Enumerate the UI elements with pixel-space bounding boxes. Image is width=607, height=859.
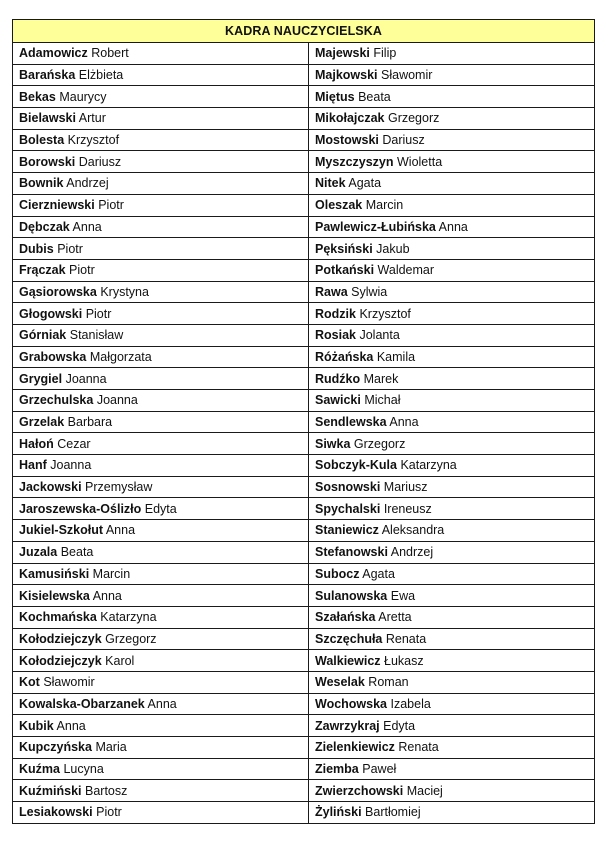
- name-cell-right: [309, 455, 595, 477]
- table-row: [13, 802, 595, 824]
- first-name: Przemysław: [85, 480, 153, 495]
- surname: Ziemba: [315, 762, 359, 777]
- table-row: [13, 737, 595, 759]
- name-cell-right: [309, 151, 595, 173]
- first-name: Ireneusz: [383, 501, 432, 516]
- name-cell-right: [309, 541, 595, 563]
- name-cell-right: [309, 433, 595, 455]
- name-cell-left: [13, 151, 309, 173]
- name-cell-right: [309, 671, 595, 693]
- surname: Siwka: [315, 436, 351, 451]
- header-row: [13, 20, 595, 43]
- first-name: Beata: [60, 545, 94, 560]
- name-cell-right: [309, 390, 595, 412]
- surname: Bolesta: [19, 133, 65, 148]
- first-name: Piotr: [69, 263, 95, 278]
- first-name: Artur: [78, 111, 106, 126]
- name-cell-left: [13, 520, 309, 542]
- table-row: [13, 86, 595, 108]
- name-cell-right: [309, 758, 595, 780]
- surname: Potkański: [315, 263, 375, 278]
- table-row: [13, 108, 595, 130]
- first-name: Lucyna: [63, 762, 104, 777]
- table-row: [13, 346, 595, 368]
- first-name: Anna: [438, 219, 468, 234]
- first-name: Edyta: [383, 718, 416, 733]
- first-name: Beata: [358, 89, 391, 104]
- name-cell-right: [309, 563, 595, 585]
- surname: Jaroszewska-Oślizło: [19, 501, 142, 516]
- name-cell-right: [309, 737, 595, 759]
- first-name: Barbara: [67, 415, 113, 430]
- surname: Kot: [19, 675, 40, 690]
- first-name: Krzysztof: [67, 133, 120, 148]
- surname: Dubis: [19, 241, 54, 256]
- name-cell-right: [309, 346, 595, 368]
- name-cell-left: [13, 455, 309, 477]
- table-row: [13, 194, 595, 216]
- surname: Weselak: [315, 675, 365, 690]
- table-row: [13, 541, 595, 563]
- first-name: Jolanta: [359, 328, 400, 343]
- first-name: Bartosz: [85, 783, 128, 798]
- first-name: Piotr: [57, 241, 83, 256]
- name-cell-right: [309, 86, 595, 108]
- name-cell-right: [309, 650, 595, 672]
- name-cell-left: [13, 346, 309, 368]
- name-cell-right: [309, 476, 595, 498]
- surname: Kuźma: [19, 762, 60, 777]
- first-name: Jakub: [376, 241, 410, 256]
- name-cell-right: [309, 520, 595, 542]
- surname: Rosiak: [315, 328, 356, 343]
- first-name: Grzegorz: [387, 111, 440, 126]
- table-row: [13, 259, 595, 281]
- surname: Sulanowska: [315, 588, 388, 603]
- first-name: Sławomir: [381, 68, 433, 83]
- first-name: Marcin: [92, 566, 131, 581]
- surname: Rodzik: [315, 306, 356, 321]
- surname: Rudźko: [315, 371, 361, 386]
- first-name: Waldemar: [377, 263, 435, 278]
- first-name: Katarzyna: [100, 610, 157, 625]
- table-row: [13, 433, 595, 455]
- first-name: Piotr: [96, 805, 122, 820]
- first-name: Stanisław: [69, 328, 124, 343]
- name-cell-right: [309, 498, 595, 520]
- surname: Juzala: [19, 545, 58, 560]
- surname: Stefanowski: [315, 545, 388, 560]
- table-row: [13, 151, 595, 173]
- surname: Kuźmiński: [19, 783, 82, 798]
- surname: Żyliński: [315, 805, 362, 820]
- name-cell-right: [309, 173, 595, 195]
- surname: Cierzniewski: [19, 198, 95, 213]
- table-row: [13, 281, 595, 303]
- first-name: Dariusz: [382, 133, 425, 148]
- surname: Kołodziejczyk: [19, 631, 102, 646]
- surname: Wochowska: [315, 696, 388, 711]
- table-row: [13, 303, 595, 325]
- table-row: [13, 606, 595, 628]
- surname: Mostowski: [315, 133, 379, 148]
- first-name: Maurycy: [59, 89, 107, 104]
- surname: Lesiakowski: [19, 805, 93, 820]
- name-cell-left: [13, 498, 309, 520]
- name-cell-left: [13, 476, 309, 498]
- name-cell-left: [13, 628, 309, 650]
- surname: Sendlewska: [315, 415, 387, 430]
- first-name: Katarzyna: [400, 458, 457, 473]
- first-name: Anna: [56, 718, 86, 733]
- table-row: [13, 758, 595, 780]
- table-row: [13, 715, 595, 737]
- first-name: Robert: [91, 46, 129, 61]
- table-row: [13, 563, 595, 585]
- surname: Sosnowski: [315, 480, 381, 495]
- surname: Głogowski: [19, 306, 83, 321]
- surname: Majewski: [315, 46, 370, 61]
- name-cell-left: [13, 43, 309, 65]
- name-cell-left: [13, 585, 309, 607]
- first-name: Renata: [385, 631, 427, 646]
- surname: Kamusiński: [19, 566, 90, 581]
- surname: Gąsiorowska: [19, 284, 97, 299]
- surname: Bielawski: [19, 111, 76, 126]
- first-name: Joanna: [65, 371, 107, 386]
- first-name: Roman: [368, 675, 409, 690]
- first-name: Wioletta: [397, 154, 443, 169]
- first-name: Mariusz: [383, 480, 428, 495]
- name-cell-right: [309, 628, 595, 650]
- name-cell-left: [13, 259, 309, 281]
- first-name: Łukasz: [384, 653, 424, 668]
- first-name: Anna: [147, 696, 177, 711]
- table-row: [13, 585, 595, 607]
- name-cell-left: [13, 216, 309, 238]
- table-row: [13, 520, 595, 542]
- first-name: Michał: [364, 393, 401, 408]
- first-name: Renata: [398, 740, 439, 755]
- name-cell-right: [309, 585, 595, 607]
- table-body: [13, 43, 595, 824]
- surname: Frączak: [19, 263, 66, 278]
- table-row: [13, 693, 595, 715]
- first-name: Maciej: [406, 783, 443, 798]
- surname: Walkiewicz: [315, 653, 381, 668]
- first-name: Anna: [72, 219, 102, 234]
- name-cell-right: [309, 780, 595, 802]
- first-name: Andrzej: [66, 176, 109, 191]
- surname: Kochmańska: [19, 610, 97, 625]
- first-name: Paweł: [362, 762, 397, 777]
- name-cell-right: [309, 259, 595, 281]
- surname: Barańska: [19, 68, 76, 83]
- name-cell-left: [13, 780, 309, 802]
- first-name: Grzegorz: [105, 631, 157, 646]
- name-cell-right: [309, 43, 595, 65]
- first-name: Anna: [105, 523, 136, 538]
- surname: Zwierzchowski: [315, 783, 404, 798]
- surname: Grzechulska: [19, 393, 94, 408]
- surname: Sobczyk-Kula: [315, 458, 397, 473]
- surname: Pęksiński: [315, 241, 373, 256]
- name-cell-left: [13, 108, 309, 130]
- first-name: Izabela: [390, 696, 431, 711]
- name-cell-left: [13, 129, 309, 151]
- surname: Bekas: [19, 89, 56, 104]
- surname: Grzelak: [19, 415, 65, 430]
- surname: Kubik: [19, 718, 54, 733]
- surname: Nitek: [315, 176, 346, 191]
- table-row: [13, 455, 595, 477]
- first-name: Elżbieta: [78, 68, 124, 83]
- surname: Oleszak: [315, 198, 363, 213]
- name-cell-right: [309, 108, 595, 130]
- first-name: Anna: [92, 588, 122, 603]
- first-name: Agata: [362, 566, 395, 581]
- table-row: [13, 498, 595, 520]
- name-cell-right: [309, 281, 595, 303]
- first-name: Maria: [95, 740, 127, 755]
- surname: Różańska: [315, 349, 374, 364]
- table-row: [13, 238, 595, 260]
- first-name: Karol: [105, 653, 135, 668]
- name-cell-left: [13, 238, 309, 260]
- surname: Kisielewska: [19, 588, 90, 603]
- name-cell-left: [13, 86, 309, 108]
- surname: Bownik: [19, 176, 64, 191]
- surname: Górniak: [19, 328, 67, 343]
- first-name: Cezar: [57, 436, 91, 451]
- name-cell-right: [309, 216, 595, 238]
- surname: Rawa: [315, 284, 348, 299]
- first-name: Aleksandra: [381, 523, 445, 538]
- surname: Majkowski: [315, 68, 378, 83]
- surname: Myszczyszyn: [315, 154, 394, 169]
- name-cell-left: [13, 758, 309, 780]
- surname: Grygiel: [19, 371, 63, 386]
- name-cell-left: [13, 693, 309, 715]
- surname: Borowski: [19, 154, 76, 169]
- table-row: [13, 216, 595, 238]
- table-row: [13, 476, 595, 498]
- surname: Adamowicz: [19, 46, 88, 61]
- first-name: Ewa: [390, 588, 416, 603]
- name-cell-right: [309, 238, 595, 260]
- first-name: Edyta: [144, 501, 177, 516]
- name-cell-left: [13, 563, 309, 585]
- table-row: [13, 390, 595, 412]
- table-row: [13, 368, 595, 390]
- name-cell-left: [13, 194, 309, 216]
- surname: Spychalski: [315, 501, 381, 516]
- name-cell-right: [309, 64, 595, 86]
- name-cell-left: [13, 173, 309, 195]
- surname: Jukiel-Szkołut: [19, 523, 104, 538]
- first-name: Bartłomiej: [365, 805, 421, 820]
- surname: Hałoń: [19, 436, 54, 451]
- table-row: [13, 129, 595, 151]
- first-name: Andrzej: [390, 545, 434, 560]
- first-name: Agata: [348, 176, 382, 191]
- first-name: Joanna: [50, 458, 92, 473]
- name-cell-left: [13, 390, 309, 412]
- name-cell-left: [13, 650, 309, 672]
- first-name: Marcin: [365, 198, 404, 213]
- first-name: Kamila: [376, 349, 416, 364]
- name-cell-left: [13, 671, 309, 693]
- surname: Zawrzykraj: [315, 718, 380, 733]
- first-name: Filip: [373, 46, 397, 61]
- surname: Sawicki: [315, 393, 361, 408]
- surname: Miętus: [315, 89, 355, 104]
- first-name: Joanna: [96, 393, 138, 408]
- name-cell-left: [13, 411, 309, 433]
- name-cell-left: [13, 715, 309, 737]
- surname: Staniewicz: [315, 523, 379, 538]
- first-name: Dariusz: [78, 154, 122, 169]
- name-cell-left: [13, 433, 309, 455]
- name-cell-right: [309, 303, 595, 325]
- surname: Kołodziejczyk: [19, 653, 102, 668]
- surname: Pawlewicz-Łubińska: [315, 219, 436, 234]
- name-cell-right: [309, 411, 595, 433]
- name-cell-left: [13, 281, 309, 303]
- first-name: Sławomir: [43, 675, 95, 690]
- surname: Hanf: [19, 458, 47, 473]
- first-name: Marek: [363, 371, 399, 386]
- surname: Kupczyńska: [19, 740, 92, 755]
- surname: Kowalska-Obarzanek: [19, 696, 145, 711]
- surname: Jackowski: [19, 480, 82, 495]
- first-name: Krystyna: [100, 284, 149, 299]
- name-cell-right: [309, 606, 595, 628]
- surname: Dębczak: [19, 219, 70, 234]
- table-row: [13, 411, 595, 433]
- name-cell-left: [13, 606, 309, 628]
- first-name: Grzegorz: [353, 436, 406, 451]
- name-cell-left: [13, 737, 309, 759]
- table-row: [13, 324, 595, 346]
- name-cell-left: [13, 303, 309, 325]
- surname: Subocz: [315, 566, 360, 581]
- first-name: Krzysztof: [359, 306, 411, 321]
- name-cell-left: [13, 802, 309, 824]
- name-cell-right: [309, 693, 595, 715]
- table-row: [13, 780, 595, 802]
- surname: Szczęchuła: [315, 631, 383, 646]
- table-row: [13, 173, 595, 195]
- name-cell-right: [309, 129, 595, 151]
- surname: Grabowska: [19, 349, 87, 364]
- table-row: [13, 671, 595, 693]
- name-cell-left: [13, 324, 309, 346]
- table-row: [13, 628, 595, 650]
- table-row: [13, 650, 595, 672]
- name-cell-left: [13, 541, 309, 563]
- name-cell-right: [309, 715, 595, 737]
- name-cell-left: [13, 368, 309, 390]
- first-name: Piotr: [98, 198, 124, 213]
- name-cell-left: [13, 64, 309, 86]
- first-name: Aretta: [378, 610, 412, 625]
- first-name: Sylwia: [351, 284, 388, 299]
- table-row: [13, 43, 595, 65]
- table-row: [13, 64, 595, 86]
- surname: Zielenkiewicz: [315, 740, 395, 755]
- first-name: Piotr: [85, 306, 112, 321]
- name-cell-right: [309, 324, 595, 346]
- surname: Mikołajczak: [315, 111, 385, 126]
- surname: Szałańska: [315, 610, 376, 625]
- table-title: KADRA NAUCZYCIELSKA: [13, 20, 595, 43]
- first-name: Małgorzata: [89, 349, 152, 364]
- name-cell-right: [309, 194, 595, 216]
- staff-table: [12, 19, 595, 824]
- first-name: Anna: [389, 415, 419, 430]
- name-cell-right: [309, 368, 595, 390]
- name-cell-right: [309, 802, 595, 824]
